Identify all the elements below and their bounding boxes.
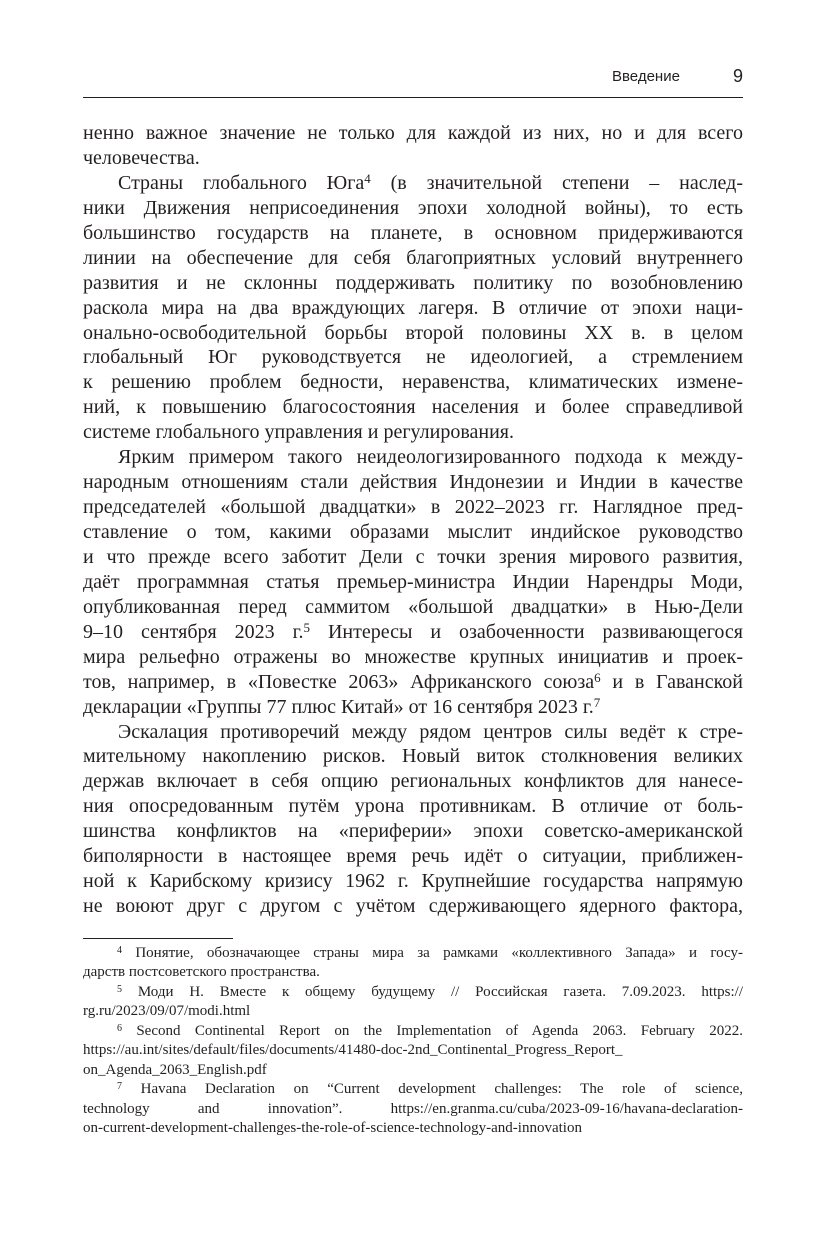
text-line xyxy=(83,670,743,695)
footnote-number: 6 xyxy=(117,1022,122,1034)
text-line xyxy=(83,620,743,645)
text-segment: даёт программная статья премьер-министра Индии Нарендры Моди, xyxy=(83,570,743,593)
text-line xyxy=(83,271,743,296)
text-line xyxy=(83,196,743,221)
text-segment: ния опосредованным путём урона противникам. В отличие от боль- xyxy=(83,795,743,818)
footnote-line xyxy=(83,1100,743,1119)
text-line xyxy=(83,470,743,495)
footnote-line xyxy=(83,983,743,1002)
text-segment: ставление о том, какими образами мыслит индийское руководство xyxy=(83,521,743,543)
footnote-line xyxy=(83,1061,743,1080)
text-segment: развития и не склонны поддерживать политику по возобновлению xyxy=(83,271,743,294)
text-segment: к решению проблем бедности, неравенства, климатических измене- xyxy=(83,371,743,394)
text-segment: и что прежде всего заботит Дели с точки зрения мирового развития, xyxy=(83,545,743,568)
text-segment: Страны глобального Юга xyxy=(118,171,365,194)
footnote-ref: 5 xyxy=(303,619,311,635)
text-segment: 9–10 сентября 2023 г. xyxy=(83,620,304,643)
footnote xyxy=(83,944,743,983)
footnote-line xyxy=(83,1080,743,1099)
running-header-title: Введение xyxy=(612,68,680,85)
text-line xyxy=(83,495,743,520)
footnote-line xyxy=(83,1041,743,1060)
text-segment: и в Гаванской xyxy=(600,670,743,693)
text-line xyxy=(83,321,743,346)
footnote-number: 5 xyxy=(117,983,122,995)
text-segment: ненно важное значение не только для каждой из них, но и для всего xyxy=(83,122,743,144)
text-segment: ники Движения неприсоединения эпохи холодной войны), то есть xyxy=(83,196,743,219)
text-line xyxy=(83,395,743,420)
text-segment: Эскалация противоречий между рядом центров силы ведёт к стре- xyxy=(118,720,743,743)
text-line xyxy=(83,695,743,720)
text-segment: биполярности в настоящее время речь идёт о ситуации, приближен- xyxy=(83,845,743,868)
text-line xyxy=(83,720,743,745)
text-segment: шинства конфликтов на «периферии» эпохи советско-американской xyxy=(83,820,743,843)
text-segment: Интересы и озабоченности развивающегося xyxy=(310,620,743,643)
text-line xyxy=(83,545,743,570)
text-segment: мительному накоплению рисков. Новый виток столкновения великих xyxy=(83,745,743,768)
text-segment: on_Agenda_2063_English.pdf xyxy=(83,1061,267,1078)
paragraph xyxy=(83,720,743,920)
text-line xyxy=(83,869,743,894)
footnote-line xyxy=(83,963,743,982)
text-segment: technology and innovation”. https://en.granma.cu/cuba/2023-09-16/havana-declaration- xyxy=(83,1100,743,1117)
footnote-line xyxy=(83,1119,743,1138)
text-segment: (в значительной степени – наслед- xyxy=(370,171,743,194)
text-line xyxy=(83,296,743,321)
text-segment: председателей «большой двадцатки» в 2022–2023 гг. Наглядное пред- xyxy=(83,496,743,519)
footnote-number: 4 xyxy=(117,945,122,956)
footnote-line xyxy=(83,1022,743,1041)
text-segment: линии на обеспечение для себя благоприятных условий внутреннего xyxy=(83,246,743,269)
text-segment: глобальный Юг руководствуется не идеологией, а стремлением xyxy=(83,346,743,369)
text-line xyxy=(83,445,743,470)
text-line xyxy=(83,246,743,271)
text-segment: ний, к повышению благосостояния населения и более справедливой xyxy=(83,396,743,419)
text-line xyxy=(83,844,743,869)
text-segment: Ярким примером такого неидеологизированного подхода к между- xyxy=(118,446,743,469)
paragraph xyxy=(83,171,743,445)
main-text xyxy=(83,121,743,919)
text-segment: on-current-development-challenges-the-role-of-science-technology-and-innovation xyxy=(83,1119,582,1136)
text-line xyxy=(83,121,743,146)
text-line xyxy=(83,370,743,395)
text-segment: опубликованная перед саммитом «большой двадцатки» в Нью-Дели xyxy=(83,595,743,618)
text-line xyxy=(83,171,743,196)
text-segment: Havana Declaration on “Current development challenges: The role of science, xyxy=(140,1081,743,1098)
footnote-line xyxy=(83,944,743,963)
footnotes xyxy=(83,944,743,1138)
text-segment: Моди Н. Вместе к общему будущему // Российская газета. 7.09.2023. https:// xyxy=(137,983,744,1000)
text-segment: системе глобального управления и регулирования. xyxy=(83,421,514,444)
paragraph xyxy=(83,445,743,719)
text-line xyxy=(83,345,743,370)
text-segment: дарств постсоветского пространства. xyxy=(83,964,320,981)
footnote xyxy=(83,1080,743,1138)
text-line xyxy=(83,645,743,670)
footnote-divider xyxy=(83,938,233,939)
footnote-number: 7 xyxy=(117,1081,122,1093)
text-line xyxy=(83,595,743,620)
text-line xyxy=(83,794,743,819)
text-segment: онально-освободительной борьбы второй половины XX в. в целом xyxy=(83,321,743,344)
text-segment: https://au.int/sites/default/files/documents/41480-doc-2nd_Continental_Progress_Report_ xyxy=(83,1042,623,1059)
text-segment: большинство государств на планете, в основном придерживаются xyxy=(83,221,743,244)
text-segment: Понятие, обозначающее страны мира за рамками «коллективного Запада» и госу- xyxy=(135,945,743,961)
text-segment: декларации «Группы 77 плюс Китай» от 16 сентября 2023 г. xyxy=(83,695,594,718)
text-line xyxy=(83,221,743,246)
text-segment: тов, например, в «Повестке 2063» Африканского союза xyxy=(83,670,595,693)
text-line xyxy=(83,894,743,919)
text-segment: человечества. xyxy=(83,146,200,169)
text-segment: раскола мира на два враждующих лагеря. В отличие от эпохи наци- xyxy=(83,296,743,319)
header-divider xyxy=(83,97,743,98)
text-segment: народным отношениям стали действия Индонезии и Индии в качестве xyxy=(83,471,743,494)
footnote xyxy=(83,1022,743,1080)
footnote-ref: 4 xyxy=(364,170,371,186)
paragraph xyxy=(83,121,743,171)
text-segment: Second Continental Report on the Implementation of Agenda 2063. February 2022. xyxy=(136,1022,743,1039)
text-segment: rg.ru/2023/09/07/modi.html xyxy=(83,1003,251,1020)
text-line xyxy=(83,769,743,794)
text-line xyxy=(83,520,743,545)
text-segment: ной к Карибскому кризису 1962 г. Крупнейшие государства напрямую xyxy=(83,870,743,893)
footnote xyxy=(83,983,743,1022)
text-line xyxy=(83,744,743,769)
text-segment: держав включает в себя опцию региональных конфликтов для нанесе- xyxy=(83,770,743,793)
text-line xyxy=(83,570,743,595)
footnote-ref: 6 xyxy=(594,669,601,685)
text-segment: мира рельефно отражены во множестве крупных инициатив и проек- xyxy=(83,645,743,668)
text-line xyxy=(83,420,743,445)
text-segment: не воюют друг с другом с учётом сдерживающего ядерного фактора, xyxy=(83,895,743,918)
footnote-ref: 7 xyxy=(593,694,601,710)
text-line xyxy=(83,146,743,171)
footnote-line xyxy=(83,1002,743,1021)
text-line xyxy=(83,819,743,844)
page-number: 9 xyxy=(733,66,744,86)
